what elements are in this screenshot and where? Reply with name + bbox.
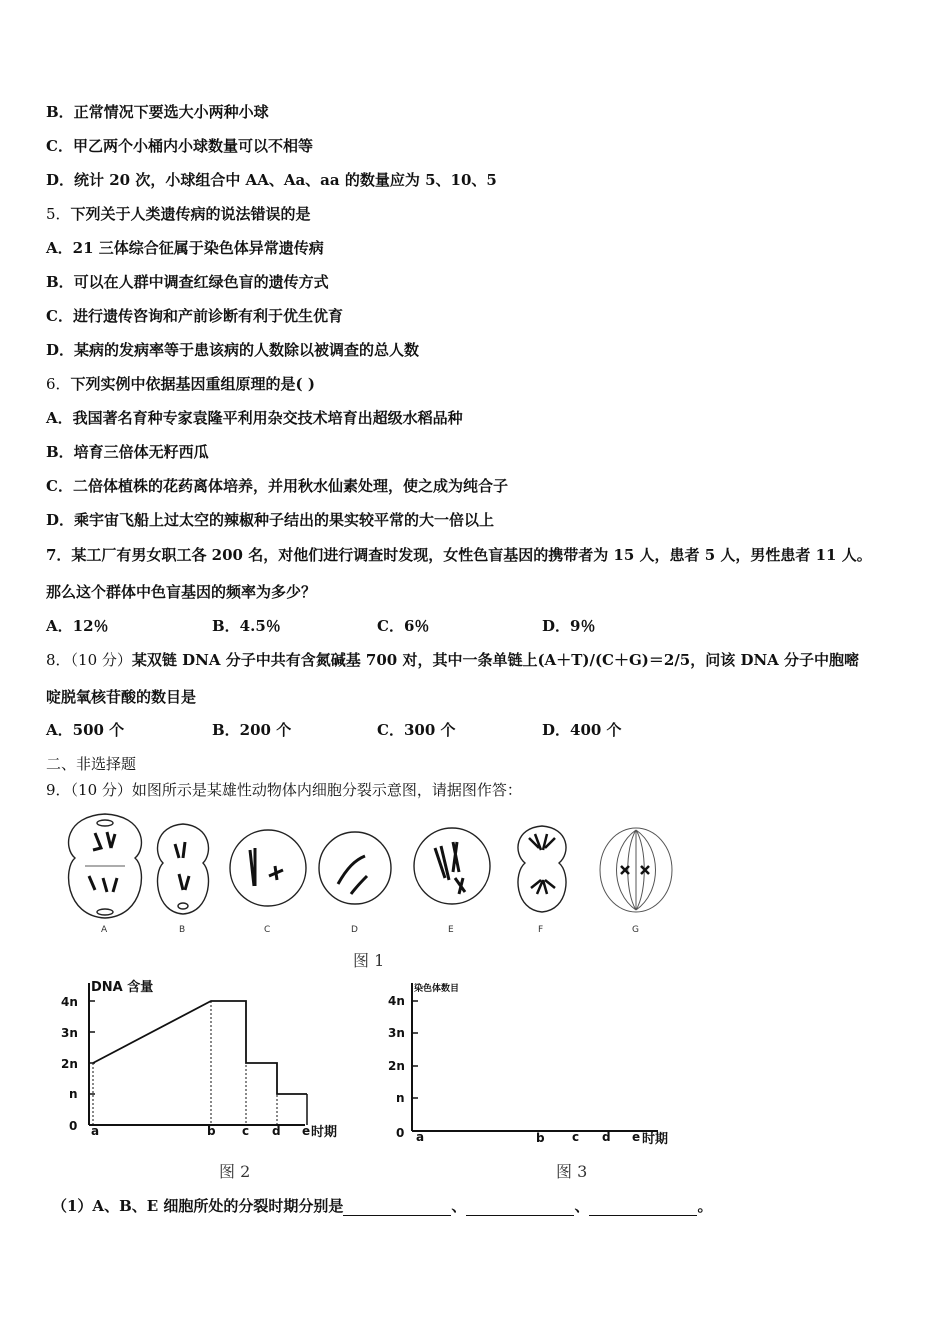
q9-stem: [46, 780, 522, 800]
answer-blank-2[interactable]: [466, 1201, 574, 1216]
chart3-xtick-d: d: [602, 1130, 611, 1144]
q4-option-b: B．正常情况下要选大小两种小球: [46, 103, 269, 121]
q7-option-c: C．6％: [377, 617, 430, 635]
q9-score: （10 分）: [70, 781, 132, 799]
figure-3-caption: 图 3: [556, 1162, 588, 1181]
chart3-xtick-c: c: [572, 1130, 580, 1144]
chart3-ytick-2n: 2n: [388, 1059, 405, 1073]
q8-option-c: C．300 个: [377, 721, 456, 739]
cell-a-illustration: [69, 814, 142, 918]
cell-g-illustration: [600, 828, 672, 912]
chart3-ytick-3n: 3n: [388, 1026, 405, 1040]
q6-stem: [46, 374, 315, 394]
chart2-xtick-a: a: [91, 1124, 100, 1138]
q5-option-d: D．某病的发病率等于患该病的人数除以被调查的总人数: [46, 341, 420, 359]
q5-stem-text: 下列关于人类遗传病的说法错误的是: [70, 205, 311, 223]
q9-sub1: [52, 1196, 712, 1216]
answer-blank-1[interactable]: [343, 1201, 451, 1216]
q9-stem-text: 如图所示是某雄性动物体内细胞分裂示意图，请据图作答：: [131, 781, 522, 799]
figure-1-cells: [55, 808, 695, 938]
cell-label-a: A: [101, 925, 108, 935]
chart2-xtick-c: c: [242, 1124, 250, 1138]
chart3-ytick-n: n: [396, 1091, 405, 1105]
q8-stem-text: 某双链 DNA 分子中共有含氮碱基 700 对，其中一条单链上(A＋T)/(C＋G)＝2/5，问该 DNA 分子中胞嘧: [131, 651, 860, 669]
q6-stem-text: 下列实例中依据基因重组原理的是( ): [70, 375, 315, 393]
q6-number: 6．: [46, 375, 71, 393]
chart2-y-title: DNA 含量: [91, 980, 154, 995]
cell-c-illustration: [230, 830, 306, 906]
chart3-ytick-4n: 4n: [388, 994, 405, 1008]
q5-number: 5．: [46, 205, 71, 223]
q9-number: 9．: [46, 781, 71, 799]
q8-score: （10 分）: [70, 651, 132, 669]
q4-option-c: C．甲乙两个小桶内小球数量可以不相等: [46, 137, 313, 155]
q9-sub1-end: 。: [697, 1197, 713, 1215]
chart3-xtick-a: a: [416, 1130, 425, 1144]
section-heading: 二、非选择题: [46, 755, 137, 773]
chart2-x-title: 时期: [311, 1125, 338, 1140]
chart2-ytick-4n: 4n: [61, 995, 78, 1009]
q6-option-c: C．二倍体植株的花药离体培养，并用秋水仙素处理，使之成为纯合子: [46, 477, 508, 495]
chart2-ytick-3n: 3n: [61, 1026, 78, 1040]
chart3-y-title: 染色体数目: [414, 984, 460, 994]
figure-3-chromosome-chart: [388, 975, 688, 1150]
cell-label-f: F: [538, 925, 544, 935]
q8-option-b: B．200 个: [212, 721, 292, 739]
cell-e-illustration: [414, 828, 490, 904]
q6-option-a: A．我国著名育种专家袁隆平利用杂交技术培育出超级水稻品种: [46, 409, 463, 427]
q5-option-b: B．可以在人群中调查红绿色盲的遗传方式: [46, 273, 329, 291]
q8-option-a: A．500 个: [46, 721, 125, 739]
figure-2-caption: 图 2: [219, 1162, 251, 1181]
chart3-xtick-e: e: [632, 1130, 641, 1144]
cell-b-illustration: [158, 824, 209, 914]
q4-option-d: D．统计 20 次，小球组合中 AA、Aa、aa 的数量应为 5、10、5: [46, 171, 497, 189]
q5-stem: [46, 204, 311, 224]
q6-option-d: D．乘宇宙飞船上过太空的辣椒种子结出的果实较平常的大一倍以上: [46, 511, 495, 529]
cell-d-illustration: [319, 832, 391, 904]
cell-label-g: G: [632, 925, 639, 935]
cell-f-illustration: [518, 826, 566, 912]
chart2-series-dna: [93, 1001, 307, 1094]
q8-number: 8．: [46, 651, 71, 669]
answer-blank-3[interactable]: [589, 1201, 697, 1216]
figure-2-dna-chart: [55, 975, 375, 1145]
cell-label-b: B: [179, 925, 186, 935]
chart2-xtick-d: d: [272, 1124, 281, 1138]
q8-option-d: D．400 个: [542, 721, 622, 739]
chart2-ytick-n: n: [69, 1087, 78, 1101]
q7-stem-line2: 那么这个群体中色盲基因的频率为多少？: [46, 583, 317, 601]
q8-stem-line2: 啶脱氧核苷酸的数目是: [46, 688, 197, 706]
cell-label-e: E: [448, 925, 454, 935]
figure-1-caption: 图 1: [353, 951, 385, 970]
chart2-ytick-2n: 2n: [61, 1057, 78, 1071]
q7-option-a: A．12％: [46, 617, 109, 635]
cell-label-c: C: [264, 925, 271, 935]
q8-stem-line1: [46, 650, 859, 670]
q5-option-c: C．进行遗传咨询和产前诊断有利于优生优育: [46, 307, 343, 325]
q7-option-d: D．9％: [542, 617, 596, 635]
chart2-xtick-e: e: [302, 1124, 311, 1138]
q9-sub1-text: （1）A、B、E 细胞所处的分裂时期分别是: [52, 1197, 344, 1215]
chart2-xtick-b: b: [207, 1124, 216, 1138]
q5-option-a: A．21 三体综合征属于染色体异常遗传病: [46, 239, 324, 257]
chart3-xtick-b: b: [536, 1131, 545, 1145]
chart2-ytick-0: 0: [69, 1119, 78, 1133]
q9-sub1-sep2: 、: [574, 1197, 590, 1215]
chart3-ytick-0: 0: [396, 1126, 405, 1140]
cell-label-d: D: [351, 925, 358, 935]
q9-sub1-sep1: 、: [451, 1197, 467, 1215]
q7-stem-line1: 7．某工厂有男女职工各 200 名，对他们进行调查时发现，女性色盲基因的携带者为 15 人，患者 5 人，男性患者 11 人。: [46, 546, 872, 564]
q6-option-b: B．培育三倍体无籽西瓜: [46, 443, 209, 461]
chart3-x-title: 时期: [642, 1132, 669, 1147]
q7-option-b: B．4.5％: [212, 617, 281, 635]
